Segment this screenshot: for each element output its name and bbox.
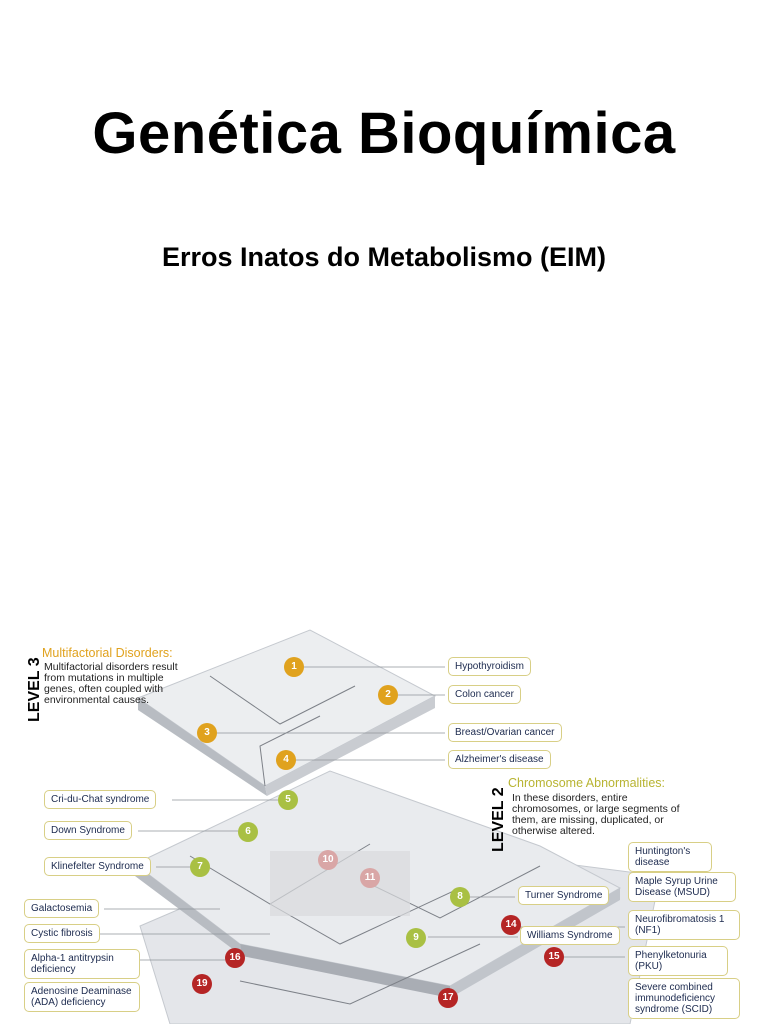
badge-11: 11	[360, 868, 380, 888]
badge-8: 8	[450, 887, 470, 907]
badge-17: 17	[438, 988, 458, 1008]
breast-ovarian-cancer-label: Breast/Ovarian cancer	[448, 723, 562, 742]
klinefelter-label: Klinefelter Syndrome	[44, 857, 151, 876]
slide-title: Genética Bioquímica	[92, 101, 676, 166]
badge-19: 19	[192, 974, 212, 994]
badge-14: 14	[501, 915, 521, 935]
badge-9: 9	[406, 928, 426, 948]
colon-cancer-label: Colon cancer	[448, 685, 521, 704]
williams-syndrome-label: Williams Syndrome	[520, 926, 620, 945]
badge-15: 15	[544, 947, 564, 967]
badge-7: 7	[190, 857, 210, 877]
alzheimers-label: Alzheimer's disease	[448, 750, 551, 769]
slide-subtitle: Erros Inatos do Metabolismo (EIM)	[161, 242, 607, 272]
level-3-description: Multifactorial disorders result from mutations in multiple genes, often coupled with environmental causes.	[44, 661, 178, 706]
huntingtons-label: Huntington's disease	[628, 842, 712, 872]
msud-label: Maple Syrup Urine Disease (MSUD)	[628, 872, 736, 902]
ada-deficiency-label: Adenosine Deaminase (ADA) deficiency	[24, 982, 140, 1012]
level-2-title: Chromosome Abnormalities:	[508, 776, 666, 790]
badge-3: 3	[197, 723, 217, 743]
turner-syndrome-label: Turner Syndrome	[518, 886, 609, 905]
hypothyroidism-label: Hypothyroidism	[448, 657, 531, 676]
level-2-label: LEVEL 2	[490, 787, 507, 852]
down-syndrome-label: Down Syndrome	[44, 821, 132, 840]
level-3-label: LEVEL 3	[26, 657, 43, 722]
level-3-title: Multifactorial Disorders:	[42, 646, 173, 660]
pku-label: Phenylketonuria (PKU)	[628, 946, 728, 976]
scid-label: Severe combined immunodeficiency syndrome (SCID)	[628, 978, 740, 1019]
badge-16: 16	[225, 948, 245, 968]
cri-du-chat-label: Cri-du-Chat syndrome	[44, 790, 156, 809]
alpha1-antitrypsin-label: Alpha-1 antitrypsin deficiency	[24, 949, 140, 979]
galactosemia-label: Galactosemia	[24, 899, 99, 918]
badge-10: 10	[318, 850, 338, 870]
badge-6: 6	[238, 822, 258, 842]
disorder-levels-figure	[20, 626, 748, 1024]
badge-1: 1	[284, 657, 304, 677]
level-2-description: In these disorders, entire chromosomes, or large segments of them, are missing, duplicated, or otherwise altered.	[512, 792, 680, 837]
badge-2: 2	[378, 685, 398, 705]
badge-5: 5	[278, 790, 298, 810]
badge-4: 4	[276, 750, 296, 770]
cystic-fibrosis-label: Cystic fibrosis	[24, 924, 100, 943]
nf1-label: Neurofibromatosis 1 (NF1)	[628, 910, 740, 940]
